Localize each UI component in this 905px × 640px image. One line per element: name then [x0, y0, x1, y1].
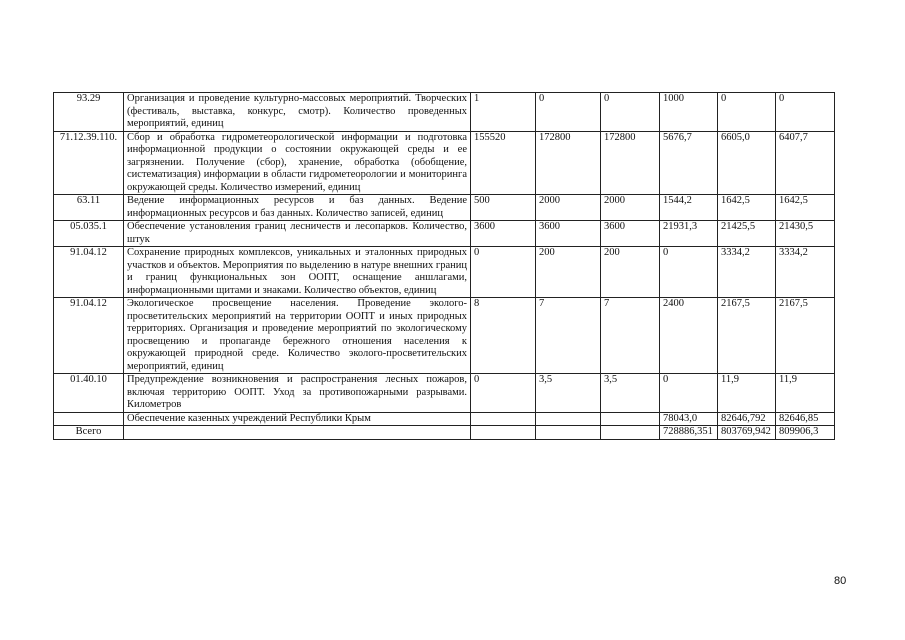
kazen-description: Обеспечение казенных учреждений Республики Крым [124, 412, 471, 426]
table-row [54, 93, 835, 132]
service-description: Экологическое просвещение населения. Проведение эколого-просветительских мероприятий на территории ООПТ и иных природных территориях. Организация и проведение мероприятий по экологическому просвещению и пропаганде бережного отношения населения к окружающей природной среде. Количество эколого-просветительских мероприятий, единиц [124, 298, 471, 374]
value-cell: 2000 [536, 195, 601, 221]
total-value: 809906,3 [776, 426, 835, 440]
value-cell: 7 [601, 298, 660, 374]
service-code: 63.11 [54, 195, 124, 221]
services-table [53, 92, 835, 440]
value-cell: 0 [471, 374, 536, 413]
table-row [54, 247, 835, 298]
value-cell: 3600 [536, 221, 601, 247]
service-description: Организация и проведение культурно-массовых мероприятий. Творческих (фестиваль, выставка, конкурс, смотр). Количество проведенных мероприятий, единиц [124, 93, 471, 132]
empty-cell [124, 426, 471, 440]
value-cell: 8 [471, 298, 536, 374]
table-row [54, 298, 835, 374]
value-cell: 0 [536, 93, 601, 132]
value-cell: 0 [660, 374, 718, 413]
value-cell: 3334,2 [718, 247, 776, 298]
value-cell: 200 [601, 247, 660, 298]
value-cell: 1642,5 [776, 195, 835, 221]
value-cell: 2167,5 [776, 298, 835, 374]
value-cell: 21430,5 [776, 221, 835, 247]
table-row [54, 374, 835, 413]
total-label: Всего [54, 426, 124, 440]
value-cell: 3600 [601, 221, 660, 247]
total-value: 728886,351 [660, 426, 718, 440]
kazen-row [54, 412, 835, 426]
value-cell: 3,5 [601, 374, 660, 413]
value-cell: 82646,85 [776, 412, 835, 426]
service-description: Сбор и обработка гидрометеорологической информации и подготовка информационной продукции о состоянии окружающей среды и ее загрязнении. Получение (сбор), хранение, обработка (обобщение, систематизация) информации в области гидрометеорологии и мониторинга окружающей среды. Количество измерений, единиц [124, 131, 471, 195]
value-cell: 3334,2 [776, 247, 835, 298]
table-row [54, 195, 835, 221]
service-code: 05.035.1 [54, 221, 124, 247]
value-cell: 11,9 [718, 374, 776, 413]
value-cell: 3,5 [536, 374, 601, 413]
total-value: 803769,942 [718, 426, 776, 440]
value-cell: 5676,7 [660, 131, 718, 195]
value-cell: 0 [718, 93, 776, 132]
value-cell: 200 [536, 247, 601, 298]
value-cell: 7 [536, 298, 601, 374]
value-cell: 0 [776, 93, 835, 132]
service-code: 71.12.39.110. [54, 131, 124, 195]
value-cell: 82646,792 [718, 412, 776, 426]
value-cell: 2000 [601, 195, 660, 221]
service-code: 93.29 [54, 93, 124, 132]
value-cell: 6605,0 [718, 131, 776, 195]
value-cell: 0 [601, 93, 660, 132]
page-number: 80 [834, 575, 847, 587]
service-code: 01.40.10 [54, 374, 124, 413]
empty-cell [471, 426, 536, 440]
value-cell: 172800 [601, 131, 660, 195]
value-cell: 11,9 [776, 374, 835, 413]
service-description: Предупреждение возникновения и распространения лесных пожаров, включая территорию ООПТ. Уход за противопожарными разрывами. Километров [124, 374, 471, 413]
value-cell: 0 [471, 247, 536, 298]
service-code: 91.04.12 [54, 298, 124, 374]
value-cell: 0 [660, 247, 718, 298]
service-code: 91.04.12 [54, 247, 124, 298]
empty-cell [601, 412, 660, 426]
total-row [54, 426, 835, 440]
value-cell: 21931,3 [660, 221, 718, 247]
value-cell: 1000 [660, 93, 718, 132]
value-cell: 6407,7 [776, 131, 835, 195]
value-cell: 1544,2 [660, 195, 718, 221]
value-cell: 78043,0 [660, 412, 718, 426]
empty-cell [54, 412, 124, 426]
value-cell: 21425,5 [718, 221, 776, 247]
table-row [54, 221, 835, 247]
table-row [54, 131, 835, 195]
empty-cell [536, 412, 601, 426]
service-description: Ведение информационных ресурсов и баз данных. Ведение информационных ресурсов и баз данных. Количество записей, единиц [124, 195, 471, 221]
empty-cell [471, 412, 536, 426]
value-cell: 1642,5 [718, 195, 776, 221]
value-cell: 500 [471, 195, 536, 221]
value-cell: 172800 [536, 131, 601, 195]
service-description: Обеспечение установления границ лесничеств и лесопарков. Количество, штук [124, 221, 471, 247]
value-cell: 1 [471, 93, 536, 132]
value-cell: 2400 [660, 298, 718, 374]
empty-cell [601, 426, 660, 440]
value-cell: 3600 [471, 221, 536, 247]
value-cell: 2167,5 [718, 298, 776, 374]
value-cell: 155520 [471, 131, 536, 195]
service-description: Сохранение природных комплексов, уникальных и эталонных природных участков и объектов. Мероприятия по выделению в натуре внешних границ и границ функциональных зон ООПТ, оснащение аншлагами, информационными щитами и знаками. Количество объектов, единиц [124, 247, 471, 298]
empty-cell [536, 426, 601, 440]
